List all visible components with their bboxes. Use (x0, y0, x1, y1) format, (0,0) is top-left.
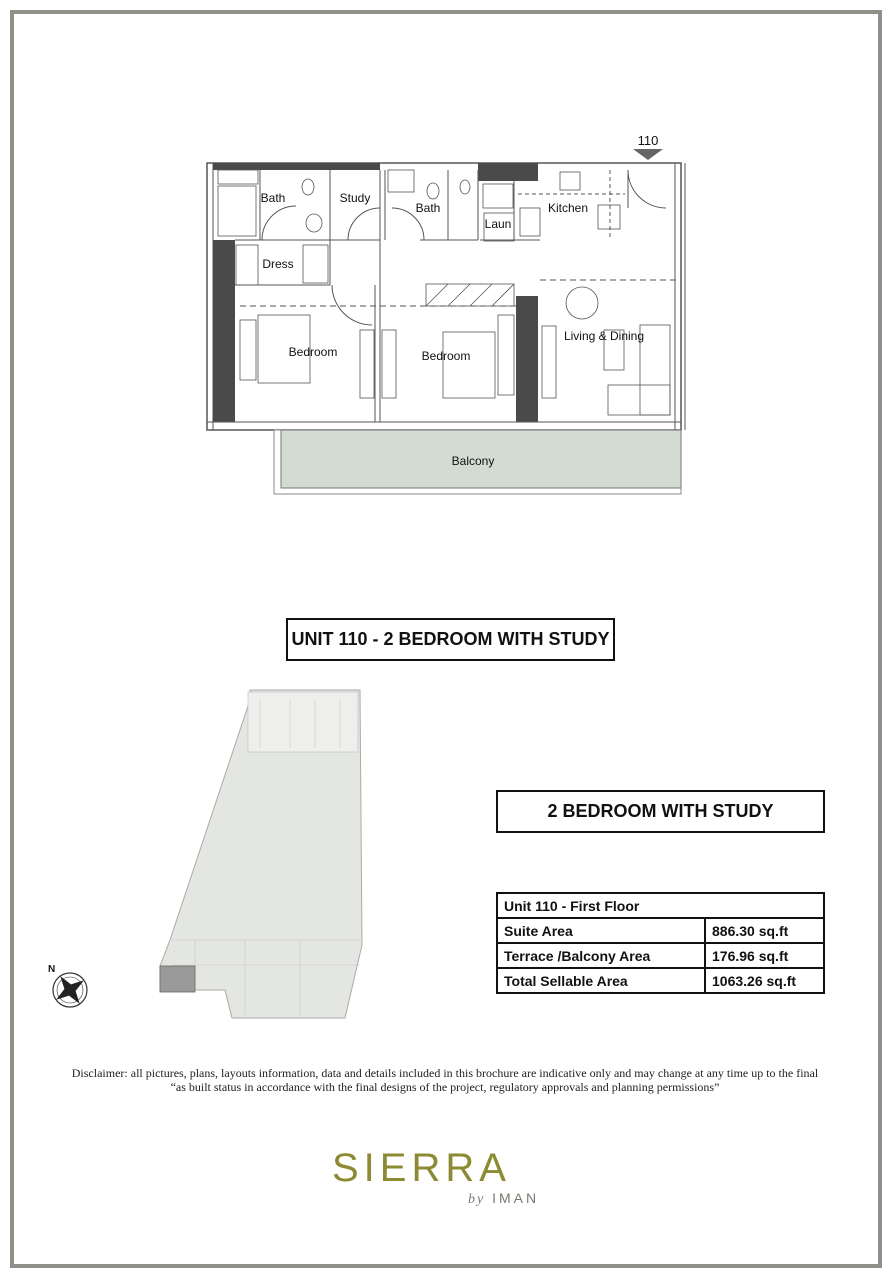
room-label-dress: Dress (262, 257, 294, 271)
table-header-row (497, 893, 824, 918)
unit-type-title: 2 BEDROOM WITH STUDY (496, 790, 825, 833)
disclaimer (40, 1066, 850, 1094)
shower-icon (218, 186, 256, 236)
table-row (497, 918, 824, 943)
wardrobe-icon (426, 284, 514, 306)
unit-marker-label: 110 (637, 133, 659, 148)
room-label-laundry: Laun (484, 217, 512, 231)
cabinet-icon (483, 184, 513, 208)
compass-north-label: N (48, 964, 56, 975)
sink-icon (306, 214, 322, 232)
area-table (496, 892, 825, 994)
unit-title: UNIT 110 - 2 BEDROOM WITH STUDY (286, 618, 615, 661)
kitchen-sink-icon (560, 172, 580, 190)
wardrobe-icon (303, 245, 328, 283)
nightstand-icon (498, 315, 514, 395)
room-label-bath-1: Bath (260, 191, 286, 205)
key-plan (160, 690, 362, 1018)
interior-walls (207, 170, 681, 422)
brand-logo-iman: IMAN (492, 1190, 540, 1206)
table-header: Unit 110 - First Floor (497, 893, 824, 918)
unit-marker-arrow-icon (633, 149, 663, 160)
toilet-icon (427, 183, 439, 199)
row-value: 886.30 sq.ft (705, 918, 824, 943)
table-row (497, 968, 824, 993)
disclaimer-line-2: “as built status in accordance with the final designs of the project, regulatory approvals and planning permissions” (170, 1080, 720, 1094)
tv-unit-icon (542, 326, 556, 398)
compass-icon (46, 964, 93, 1014)
room-label-bedroom-1: Bedroom (288, 345, 338, 359)
sofa-icon (640, 325, 670, 415)
stove-icon (598, 205, 620, 229)
wardrobe-icon (236, 245, 258, 285)
bed-icon (443, 332, 495, 398)
unit-highlight (160, 966, 195, 992)
row-value: 1063.26 sq.ft (705, 968, 824, 993)
brand-logo: SIERRA (332, 1146, 511, 1190)
disclaimer-line-1: Disclaimer: all pictures, plans, layouts information, data and details included in this brochure are indicative only and may change at any time up to the final (71, 1066, 819, 1080)
room-label-study: Study (339, 191, 371, 205)
bathtub-icon (218, 170, 258, 184)
fixtures (218, 170, 670, 415)
toilet-icon (460, 180, 470, 194)
room-label-balcony: Balcony (451, 454, 495, 468)
wardrobe-icon (360, 330, 374, 398)
sofa-icon (608, 385, 670, 415)
row-label: Total Sellable Area (497, 968, 705, 993)
door-swings (262, 170, 666, 325)
unit-marker (633, 133, 663, 160)
wardrobe-icon (382, 330, 396, 398)
room-label-bath-2: Bath (415, 201, 441, 215)
room-label-living-dining: Living & Dining (563, 329, 645, 343)
fridge-icon (520, 208, 540, 236)
brand-logo-by: by (468, 1192, 486, 1207)
row-label: Terrace /Balcony Area (497, 943, 705, 968)
room-label-kitchen: Kitchen (547, 201, 589, 215)
toilet-icon (302, 179, 314, 195)
row-value: 176.96 sq.ft (705, 943, 824, 968)
table-row (497, 943, 824, 968)
row-label: Suite Area (497, 918, 705, 943)
dining-table-icon (566, 287, 598, 319)
sink-icon (388, 170, 414, 192)
room-labels (261, 191, 644, 468)
nightstand-icon (240, 320, 256, 380)
room-label-bedroom-2: Bedroom (421, 349, 471, 363)
brand-logo-sub (468, 1190, 539, 1208)
